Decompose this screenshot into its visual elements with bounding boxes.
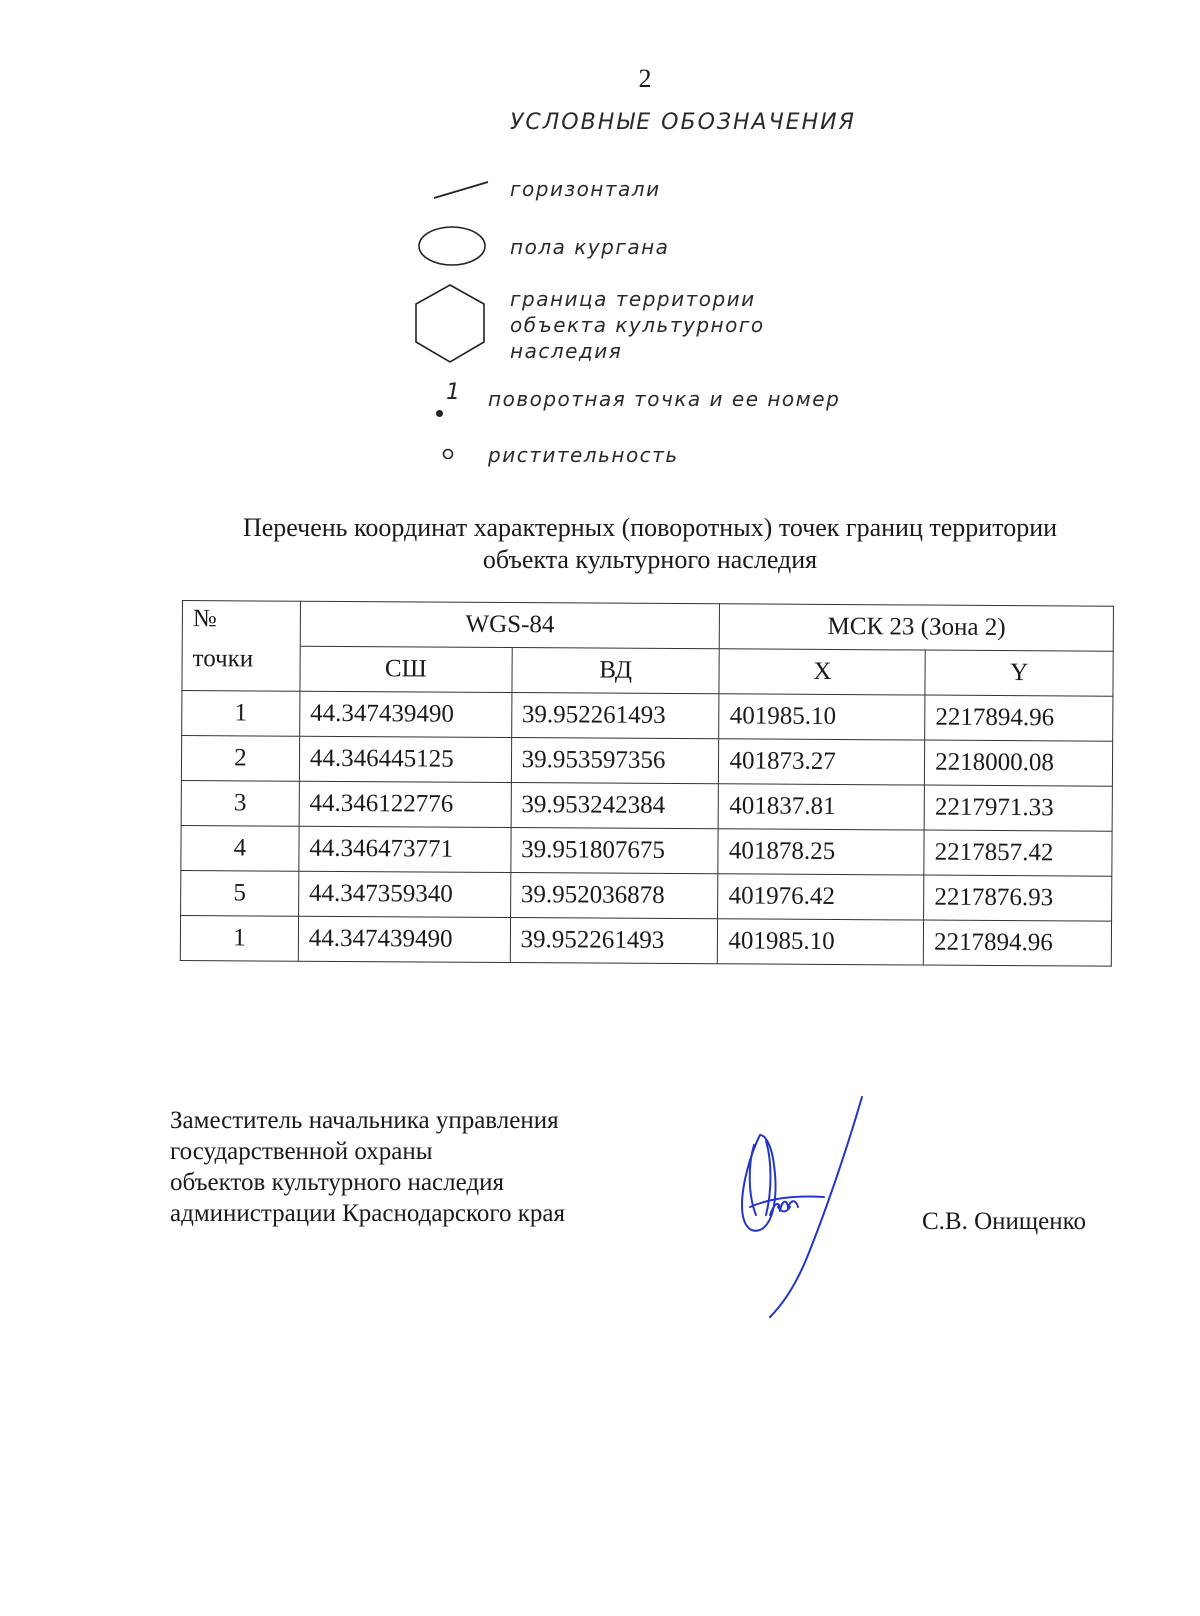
ellipse-icon [416,224,488,268]
cell-lon: 39.952261493 [510,918,718,964]
header-lon: ВД [512,648,720,694]
turning-point-dot [436,410,443,417]
legend-label-contours: горизонтали [510,177,661,201]
header-point-number [182,601,300,692]
cell-lat: 44.347439490 [298,916,510,962]
cell-lon: 39.953242384 [511,783,719,829]
header-num-word: точки [192,645,254,673]
table-row [181,780,1112,831]
legend-boundary-line-1: граница территории [510,287,756,311]
turning-point-icon [432,380,462,420]
legend-label-barrow-floor: пола кургана [510,235,670,259]
cell-point-number: 5 [181,870,299,916]
signer-position-line-2: государственной охраны [170,1138,433,1165]
table-header-row [182,601,1113,652]
turning-point-number: 1 [446,380,460,405]
cell-point-number: 3 [181,780,299,826]
contour-line-icon [432,178,492,202]
table-row [180,915,1111,966]
list-title [150,512,1150,576]
cell-lat: 44.346122776 [299,781,511,827]
cell-x: 401976.42 [718,874,924,920]
signer-position-line-4: администрации Краснодарского края [170,1200,566,1227]
signer-position [170,1105,565,1229]
page-number: 2 [638,64,652,93]
table-row [182,691,1113,742]
header-lat: СШ [300,646,512,692]
signer-name: С.В. Онищенко [922,1208,1087,1235]
legend-title: УСЛОВНЫЕ ОБОЗНАЧЕНИЯ [510,110,856,135]
cell-lon: 39.952036878 [510,873,718,919]
list-title-line-1: Перечень координат характерных (поворотных) точек границ территории [242,513,1058,542]
cell-x: 401985.10 [718,919,924,965]
legend-boundary-line-2: объекта культурного [510,313,765,337]
cell-x: 401873.27 [719,739,925,785]
handwritten-signature [720,1095,900,1325]
legend-boundary-line-3: наследия [510,339,623,363]
cell-lat: 44.347359340 [298,871,510,917]
cell-point-number: 4 [181,825,299,871]
hexagon-icon [412,282,488,366]
cell-y: 2217894.96 [925,695,1113,741]
cell-x: 401878.25 [718,829,924,875]
table-subheader-row [182,646,1113,697]
header-x: X [719,649,925,695]
cell-point-number: 2 [181,736,299,782]
cell-y: 2217876.93 [924,875,1112,921]
legend-label-turning-point: поворотная точка и ее номер [488,387,841,411]
coordinates-table [180,600,1114,967]
cell-y: 2217894.96 [923,920,1111,966]
list-title-line-2: объекта культурного наследия [482,545,818,574]
header-wgs84: WGS-84 [300,601,720,649]
header-y: Y [925,650,1113,696]
cell-lon: 39.951807675 [510,828,718,874]
cell-point-number: 1 [180,915,298,961]
small-circle-icon [440,446,456,462]
cell-lat: 44.347439490 [300,691,512,737]
table-row [181,825,1112,876]
signer-position-line-3: объектов культурного наследия [170,1169,504,1196]
legend-label-boundary [510,286,765,364]
signer-position-line-1: Заместитель начальника управления [170,1107,559,1134]
table-row [181,736,1112,787]
cell-lat: 44.346473771 [299,826,511,872]
cell-y: 2218000.08 [925,740,1113,786]
header-msk23: МСК 23 (Зона 2) [720,604,1114,651]
cell-lon: 39.953597356 [511,738,719,784]
cell-lon: 39.952261493 [511,693,719,739]
cell-point-number: 1 [182,691,300,737]
table-row [181,870,1112,921]
cell-x: 401837.81 [719,784,925,830]
cell-y: 2217857.42 [924,830,1112,876]
cell-x: 401985.10 [719,694,925,740]
legend-label-vegetation: ристительность [488,443,679,467]
header-num-symbol: № [192,605,217,633]
cell-lat: 44.346445125 [299,736,511,782]
cell-y: 2217971.33 [924,785,1112,831]
